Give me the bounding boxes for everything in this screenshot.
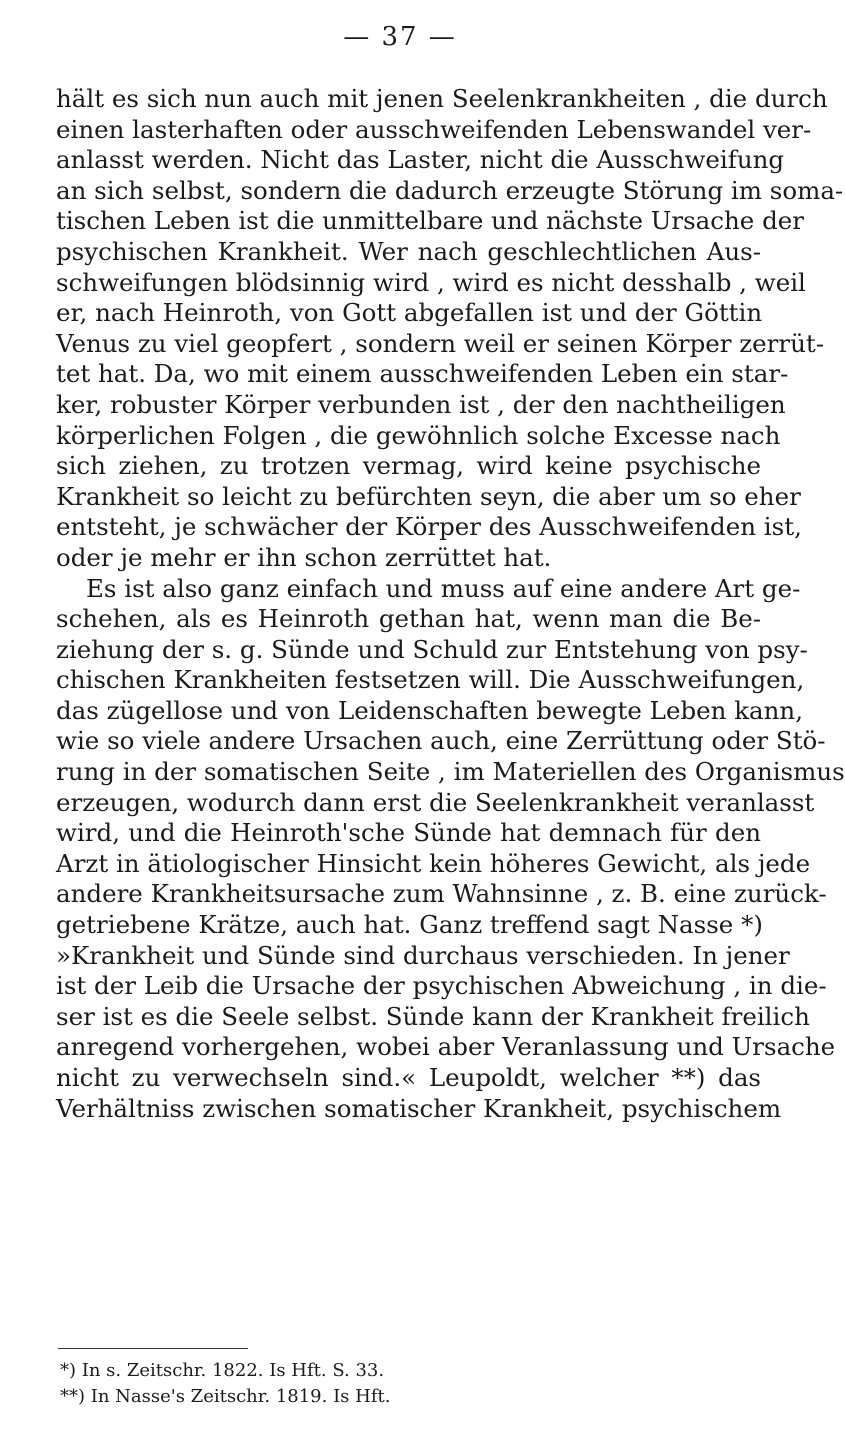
text-line: Es ist also ganz einfach und muss auf eine andere Art ge-: [86, 573, 801, 603]
text-line: tischen Leben ist die unmittelbare und nächste Ursache der: [56, 206, 804, 236]
footnote-divider: [58, 1348, 248, 1349]
text-line: rung in der somatischen Seite , im Materiellen des Organismus: [56, 757, 845, 787]
footnote: **) In Nasse's Zeitschr. 1819. Is Hft.: [60, 1386, 391, 1407]
text-line: Krankheit so leicht zu befürchten seyn, die aber um so eher: [56, 481, 801, 511]
body-text: [56, 84, 845, 1124]
text-line: oder je mehr er ihn schon zerrüttet hat.: [56, 542, 552, 572]
footnote: *) In s. Zeitschr. 1822. Is Hft. S. 33.: [60, 1360, 385, 1381]
text-line: andere Krankheitsursache zum Wahnsinne , z. B. eine zurück-: [56, 879, 827, 909]
text-line: entsteht, je schwächer der Körper des Ausschweifenden ist,: [56, 512, 802, 542]
text-line: psychischen Krankheit. Wer nach geschlechtlichen Aus-: [56, 236, 761, 266]
text-line: ser ist es die Seele selbst. Sünde kann der Krankheit freilich: [56, 1001, 810, 1031]
text-line: wie so viele andere Ursachen auch, eine Zerrüttung oder Stö-: [56, 726, 826, 756]
text-line: nicht zu verwechseln sind.« Leupoldt, welcher **) das: [56, 1063, 761, 1092]
text-line: getriebene Krätze, auch hat. Ganz treffend sagt Nasse *): [56, 910, 763, 940]
text-line: ziehung der s. g. Sünde und Schuld zur Entstehung von psy-: [56, 634, 808, 664]
page-number: — 37 —: [343, 22, 457, 52]
text-line: anregend vorhergehen, wobei aber Veranlassung und Ursache: [56, 1032, 836, 1062]
text-line: wird, und die Heinroth'sche Sünde hat demnach für den: [56, 818, 761, 848]
text-line: er, nach Heinroth, von Gott abgefallen ist und der Göttin: [56, 298, 763, 328]
text-line: Verhältniss zwischen somatischer Krankheit, psychischem: [56, 1093, 782, 1123]
text-line: schehen, als es Heinroth gethan hat, wenn man die Be-: [56, 604, 761, 634]
text-line: Venus zu viel geopfert , sondern weil er seinen Körper zerrüt-: [56, 328, 825, 358]
text-line: tet hat. Da, wo mit einem ausschweifenden Leben ein star-: [56, 359, 789, 389]
text-line: das zügellose und von Leidenschaften bewegte Leben kann,: [56, 695, 803, 725]
text-line: an sich selbst, sondern die dadurch erzeugte Störung im soma-: [56, 175, 844, 205]
text-line: Arzt in ätiologischer Hinsicht kein höheres Gewicht, als jede: [56, 848, 811, 878]
footnotes: [60, 1358, 740, 1410]
text-line: schweifungen blödsinnig wird , wird es nicht desshalb , weil: [56, 267, 806, 297]
text-line: sich ziehen, zu trotzen vermag, wird keine psychische: [56, 451, 761, 481]
text-line: ker, robuster Körper verbunden ist , der den nachtheiligen: [56, 389, 786, 419]
text-line: körperlichen Folgen , die gewöhnlich solche Excesse nach: [56, 420, 781, 450]
text-line: chischen Krankheiten festsetzen will. Die Ausschweifungen,: [56, 665, 805, 695]
text-line: erzeugen, wodurch dann erst die Seelenkrankheit veranlasst: [56, 787, 815, 817]
text-line: einen lasterhaften oder ausschweifenden Lebenswandel ver-: [56, 114, 812, 144]
text-line: »Krankheit und Sünde sind durchaus verschieden. In jener: [56, 940, 790, 970]
text-line: hält es sich nun auch mit jenen Seelenkrankheiten , die durch: [56, 84, 828, 113]
text-line: ist der Leib die Ursache der psychischen Abweichung , in die-: [56, 971, 827, 1001]
text-line: anlasst werden. Nicht das Laster, nicht die Ausschweifung: [56, 145, 785, 175]
